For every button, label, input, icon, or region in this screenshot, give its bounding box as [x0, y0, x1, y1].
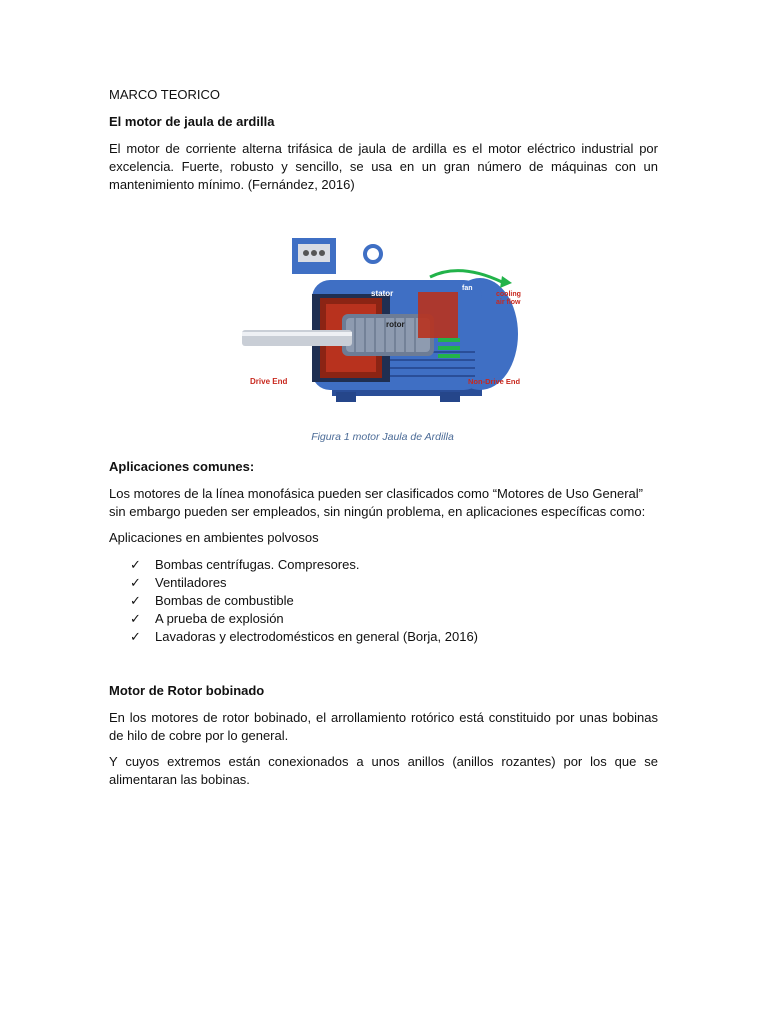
list-item — [130, 592, 478, 610]
paragraph-aplicaciones-line1: Los motores de la línea monofásica pueden ser clasificados como “Motores de Uso General” — [109, 486, 643, 501]
list-item-text: Ventiladores — [155, 575, 227, 590]
paragraph-aplicaciones-line2: sin embargo pueden ser empleados, sin ningún problema, en aplicaciones específicas como: — [109, 504, 646, 519]
check-icon: ✓ — [130, 593, 141, 608]
list-item — [130, 610, 478, 628]
check-icon: ✓ — [130, 629, 141, 644]
label-drive-end: Drive End — [250, 377, 288, 386]
paragraph-jaula-ardilla: El motor de corriente alterna trifásica de jaula de ardilla es el motor eléctrico industrial por excelencia. Fuerte, robusto y sencillo, se usa en un gran número de máquinas con un mantenimiento mínimo. (Fernández, 2016) — [109, 141, 658, 192]
label-air-flow: air flow — [496, 299, 521, 306]
list-item-text: Bombas centrífugas. Compresores. — [155, 557, 360, 572]
label-stator: stator — [371, 289, 394, 298]
list-item-text: Lavadoras y electrodomésticos en general (Borja, 2016) — [155, 629, 479, 644]
check-icon: ✓ — [130, 575, 141, 590]
list-item-text: A prueba de explosión — [155, 611, 284, 626]
list-item — [130, 556, 478, 574]
section-title-rotor-bobinado: Motor de Rotor bobinado — [109, 683, 265, 698]
label-rotor: rotor — [386, 320, 405, 329]
label-non-drive-end: Non-Drive End — [468, 377, 521, 386]
check-icon: ✓ — [130, 557, 141, 572]
subheading-ambientes-polvosos: Aplicaciones en ambientes polvosos — [109, 530, 319, 545]
label-fan: fan — [462, 285, 473, 292]
figure-caption: Figura 1 motor Jaula de Ardilla — [311, 431, 454, 443]
document-heading: MARCO TEORICO — [109, 87, 220, 102]
motor-illustration — [240, 232, 529, 421]
label-cooling: cooling — [496, 291, 521, 298]
section-title-jaula-ardilla: El motor de jaula de ardilla — [109, 114, 275, 129]
check-icon: ✓ — [130, 611, 141, 626]
paragraph-rotor-bobinado-2: Y cuyos extremos están conexionados a unos anillos (anillos rozantes) por los que se alimentaran las bobinas. — [109, 754, 658, 787]
paragraph-rotor-bobinado-1: En los motores de rotor bobinado, el arrollamiento rotórico está constituido por unas bobinas de hilo de cobre por lo general. — [109, 710, 658, 743]
list-item — [130, 628, 478, 646]
list-item-text: Bombas de combustible — [155, 593, 294, 608]
motor-cutaway-figure — [240, 232, 529, 421]
applications-list — [130, 556, 478, 646]
section-title-aplicaciones: Aplicaciones comunes: — [109, 459, 255, 474]
list-item — [130, 574, 478, 592]
